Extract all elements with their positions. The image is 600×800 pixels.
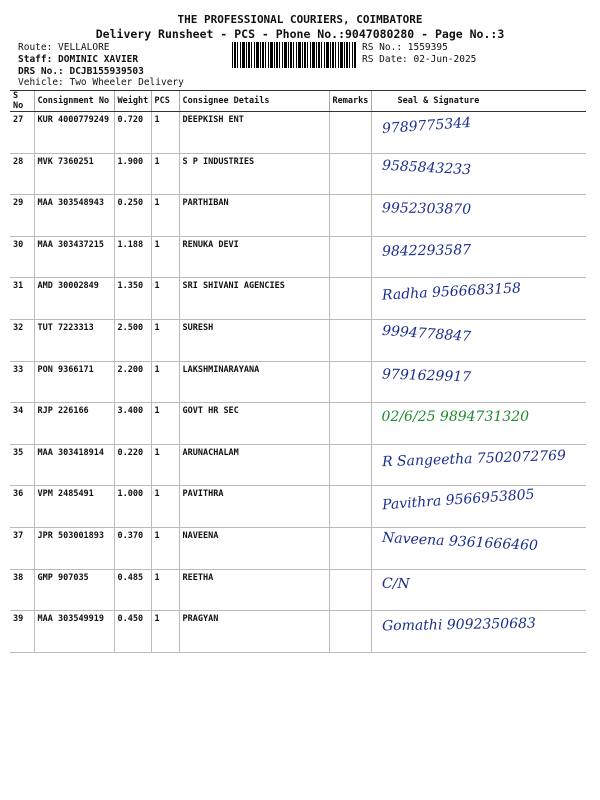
weight-cell: 0.720 xyxy=(114,112,151,154)
runsheet-table xyxy=(10,90,586,653)
weight-cell: 2.500 xyxy=(114,319,151,361)
handwritten-signature: 9994778847 xyxy=(381,322,472,346)
remarks-cell xyxy=(329,236,371,278)
consignee-details-cell: REETHA xyxy=(179,569,329,611)
pieces-cell: 1 xyxy=(151,527,179,569)
vehicle-text: Vehicle: Two Wheeler Delivery xyxy=(18,77,184,88)
consignment-number-cell: MAA 303548943 xyxy=(34,195,114,237)
remarks-cell xyxy=(329,403,371,445)
column-header: Seal & Signature xyxy=(371,91,586,112)
table-row xyxy=(10,611,586,653)
handwritten-signature: R Sangeetha 7502072769 xyxy=(381,447,566,470)
pieces-cell: 1 xyxy=(151,236,179,278)
consignee-details-cell: SRI SHIVANI AGENCIES xyxy=(179,278,329,320)
signature-cell xyxy=(371,403,586,445)
consignment-number-cell: VPM 2485491 xyxy=(34,486,114,528)
consignee-details-cell: PAVITHRA xyxy=(179,486,329,528)
rs-number: RS No.: 1559395 xyxy=(362,42,448,53)
serial-number-cell: 29 xyxy=(10,195,34,237)
consignment-number-cell: MVK 7360251 xyxy=(34,153,114,195)
serial-number-cell: 28 xyxy=(10,153,34,195)
column-header: Consignment No xyxy=(34,91,114,112)
consignee-details-cell: NAVEENA xyxy=(179,527,329,569)
table-row xyxy=(10,527,586,569)
remarks-cell xyxy=(329,569,371,611)
column-header: Consignee Details xyxy=(179,91,329,112)
consignment-number-cell: TUT 7223313 xyxy=(34,319,114,361)
signature-cell xyxy=(371,153,586,195)
serial-number-cell: 33 xyxy=(10,361,34,403)
column-header: PCS xyxy=(151,91,179,112)
route-text: Route: VELLALORE xyxy=(18,42,110,53)
serial-number-cell: 27 xyxy=(10,112,34,154)
serial-number-cell: 34 xyxy=(10,403,34,445)
consignee-details-cell: PRAGYAN xyxy=(179,611,329,653)
consignee-details-cell: GOVT HR SEC xyxy=(179,403,329,445)
weight-cell: 1.000 xyxy=(114,486,151,528)
weight-cell: 0.220 xyxy=(114,444,151,486)
consignee-details-cell: S P INDUSTRIES xyxy=(179,153,329,195)
weight-cell: 1.188 xyxy=(114,236,151,278)
serial-number-cell: 32 xyxy=(10,319,34,361)
serial-number-cell: 39 xyxy=(10,611,34,653)
table-row xyxy=(10,403,586,445)
signature-cell xyxy=(371,112,586,154)
consignment-number-cell: KUR 4000779249 xyxy=(34,112,114,154)
barcode-image xyxy=(232,42,356,68)
remarks-cell xyxy=(329,112,371,154)
table-header-row xyxy=(10,91,586,112)
signature-cell xyxy=(371,236,586,278)
handwritten-signature: C/N xyxy=(381,575,410,592)
handwritten-signature: Naveena 9361666460 xyxy=(381,529,538,555)
consignee-details-cell: PARTHIBAN xyxy=(179,195,329,237)
consignment-number-cell: MAA 303418914 xyxy=(34,444,114,486)
pieces-cell: 1 xyxy=(151,486,179,528)
signature-cell xyxy=(371,278,586,320)
serial-number-cell: 31 xyxy=(10,278,34,320)
pieces-cell: 1 xyxy=(151,611,179,653)
signature-cell xyxy=(371,195,586,237)
handwritten-signature: 02/6/25 9894731320 xyxy=(381,409,529,426)
serial-number-cell: 37 xyxy=(10,527,34,569)
remarks-cell xyxy=(329,444,371,486)
pieces-cell: 1 xyxy=(151,112,179,154)
consignment-number-cell: PON 9366171 xyxy=(34,361,114,403)
table-row xyxy=(10,236,586,278)
handwritten-signature: Gomathi 9092350683 xyxy=(381,615,536,635)
remarks-cell xyxy=(329,361,371,403)
weight-cell: 1.350 xyxy=(114,278,151,320)
consignment-number-cell: RJP 226166 xyxy=(34,403,114,445)
staff-text: Staff: DOMINIC XAVIER xyxy=(18,54,139,65)
drs-number: DRS No.: DCJB155939503 xyxy=(18,66,144,77)
company-title: THE PROFESSIONAL COURIERS, COIMBATORE xyxy=(177,13,423,26)
weight-cell: 2.200 xyxy=(114,361,151,403)
table-row xyxy=(10,195,586,237)
consignee-details-cell: DEEPKISH ENT xyxy=(179,112,329,154)
pieces-cell: 1 xyxy=(151,444,179,486)
signature-cell xyxy=(371,319,586,361)
pieces-cell: 1 xyxy=(151,195,179,237)
weight-cell: 0.370 xyxy=(114,527,151,569)
handwritten-signature: Pavithra 9566953805 xyxy=(381,487,535,514)
table-row xyxy=(10,444,586,486)
signature-cell xyxy=(371,527,586,569)
serial-number-cell: 30 xyxy=(10,236,34,278)
serial-number-cell: 35 xyxy=(10,444,34,486)
weight-cell: 3.400 xyxy=(114,403,151,445)
consignee-details-cell: RENUKA DEVI xyxy=(179,236,329,278)
remarks-cell xyxy=(329,319,371,361)
pieces-cell: 1 xyxy=(151,153,179,195)
serial-number-cell: 38 xyxy=(10,569,34,611)
handwritten-signature: 9585843233 xyxy=(381,157,471,178)
consignment-number-cell: MAA 303549919 xyxy=(34,611,114,653)
handwritten-signature: 9842293587 xyxy=(381,242,471,260)
column-header: Weight xyxy=(114,91,151,112)
signature-cell xyxy=(371,444,586,486)
handwritten-signature: 9789775344 xyxy=(381,114,472,138)
handwritten-signature: 9952303870 xyxy=(381,200,471,218)
pieces-cell: 1 xyxy=(151,319,179,361)
remarks-cell xyxy=(329,527,371,569)
consignment-number-cell: AMD 30002849 xyxy=(34,278,114,320)
column-header: S No xyxy=(10,91,34,112)
table-row xyxy=(10,486,586,528)
remarks-cell xyxy=(329,153,371,195)
consignment-number-cell: JPR 503001893 xyxy=(34,527,114,569)
consignment-number-cell: MAA 303437215 xyxy=(34,236,114,278)
signature-cell xyxy=(371,361,586,403)
signature-cell xyxy=(371,486,586,528)
handwritten-signature: Radha 9566683158 xyxy=(381,280,521,305)
rs-date: RS Date: 02-Jun-2025 xyxy=(362,54,477,65)
weight-cell: 0.250 xyxy=(114,195,151,237)
table-row xyxy=(10,569,586,611)
column-header: Remarks xyxy=(329,91,371,112)
table-row xyxy=(10,278,586,320)
weight-cell: 1.900 xyxy=(114,153,151,195)
consignee-details-cell: ARUNACHALAM xyxy=(179,444,329,486)
consignment-number-cell: GMP 907035 xyxy=(34,569,114,611)
pieces-cell: 1 xyxy=(151,278,179,320)
remarks-cell xyxy=(329,486,371,528)
pieces-cell: 1 xyxy=(151,403,179,445)
remarks-cell xyxy=(329,195,371,237)
handwritten-signature: 9791629917 xyxy=(381,366,471,386)
weight-cell: 0.450 xyxy=(114,611,151,653)
weight-cell: 0.485 xyxy=(114,569,151,611)
consignee-details-cell: SURESH xyxy=(179,319,329,361)
remarks-cell xyxy=(329,611,371,653)
remarks-cell xyxy=(329,278,371,320)
pieces-cell: 1 xyxy=(151,569,179,611)
table-row xyxy=(10,361,586,403)
serial-number-cell: 36 xyxy=(10,486,34,528)
table-row xyxy=(10,153,586,195)
signature-cell xyxy=(371,569,586,611)
table-row xyxy=(10,112,586,154)
pieces-cell: 1 xyxy=(151,361,179,403)
runsheet-subtitle: Delivery Runsheet - PCS - Phone No.:9047080280 - Page No.:3 xyxy=(95,27,505,41)
signature-cell xyxy=(371,611,586,653)
consignee-details-cell: LAKSHMINARAYANA xyxy=(179,361,329,403)
table-row xyxy=(10,319,586,361)
